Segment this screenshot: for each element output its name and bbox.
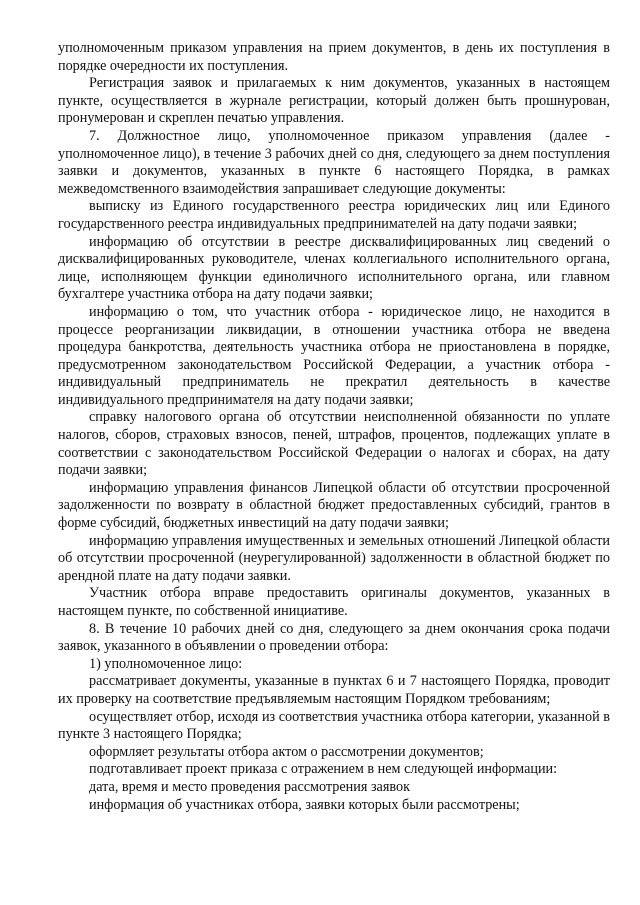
document-page <box>58 40 610 814</box>
paragraph-15: оформляет результаты отбора актом о рассмотрении документов; <box>89 743 484 760</box>
paragraph-6: информацию о том, что участник отбора - юридическое лицо, не находится в процессе реорганизации ликвидации, в отношении участника отбора не введена процедура банкротства, деятельность участника отбора не приостановлена в порядке, предусмотренном законодательством Российской Федерации, а участник отбора - индивидуальный предприниматель не прекратил деятельность в качестве индивидуального предпринимателя на дату подачи заявки; <box>58 303 610 408</box>
paragraph-13: рассматривает документы, указанные в пунктах 6 и 7 настоящего Порядка, проводит их проверку на соответствие предъявляемым настоящим Порядком требованиям; <box>58 673 610 707</box>
paragraph-7: справку налогового органа об отсутствии неисполненной обязанности по уплате налогов, сборов, страховых взносов, пеней, штрафов, процентов, подлежащих уплате в соответствии с законодательством Российской Федерации о налогах и сборах, на дату подачи заявки; <box>58 409 610 479</box>
paragraph-3: 7. Должностное лицо, уполномоченное приказом управления (далее - уполномоченное лицо), в течение 3 рабочих дней со дня, следующего за днем поступления заявки и документов, указанных в пункте 6 настоящего Порядка, в рамках межведомственного взаимодействия запрашивает следующие документы: <box>58 127 610 197</box>
paragraph-10: Участник отбора вправе предоставить оригиналы документов, указанных в настоящем пункте, по собственной инициативе. <box>58 585 610 619</box>
paragraph-16: подготавливает проект приказа с отражением в нем следующей информации: <box>89 761 558 778</box>
paragraph-1: уполномоченным приказом управления на прием документов, в день их поступления в порядке очередности их поступления. <box>58 40 610 74</box>
paragraph-4: выписку из Единого государственного реестра юридических лиц или Единого государственного реестра индивидуальных предпринимателей на дату подачи заявки; <box>58 198 610 232</box>
paragraph-12: 1) уполномоченное лицо: <box>89 655 243 672</box>
paragraph-14: осуществляет отбор, исходя из соответствия участника отбора категории, указанной в пункте 3 настоящего Порядка; <box>58 708 610 743</box>
paragraph-8: информацию управления финансов Липецкой области об отсутствии просроченной задолженности по возврату в областной бюджет предоставленных субсидий, грантов в форме субсидий, бюджетных инвестиций на дату подачи заявки; <box>58 479 610 532</box>
paragraph-17: дата, время и место проведения рассмотрения заявок <box>89 778 410 795</box>
paragraph-9: информацию управления имущественных и земельных отношений Липецкой области об отсутствии просроченной (неурегулированной) задолженности в областной бюджет по арендной плате на дату подачи заявки. <box>58 532 610 584</box>
paragraph-5: информацию об отсутствии в реестре дисквалифицированных лиц сведений о дисквалифицированных руководителе, членах коллегиального исполнительного органа, лице, исполняющем функции единоличного исполнительного органа, или главном бухгалтере участника отбора на дату подачи заявки; <box>58 233 610 303</box>
paragraph-11: 8. В течение 10 рабочих дней со дня, следующего за днем окончания срока подачи заявок, указанного в объявлении о проведении отбора: <box>58 620 610 655</box>
paragraph-2: Регистрация заявок и прилагаемых к ним документов, указанных в настоящем пункте, осуществляется в журнале регистрации, который должен быть прошнурован, пронумерован и скреплен печатью управления. <box>58 75 610 127</box>
paragraph-18: информация об участниках отбора, заявки которых были рассмотрены; <box>89 796 520 813</box>
